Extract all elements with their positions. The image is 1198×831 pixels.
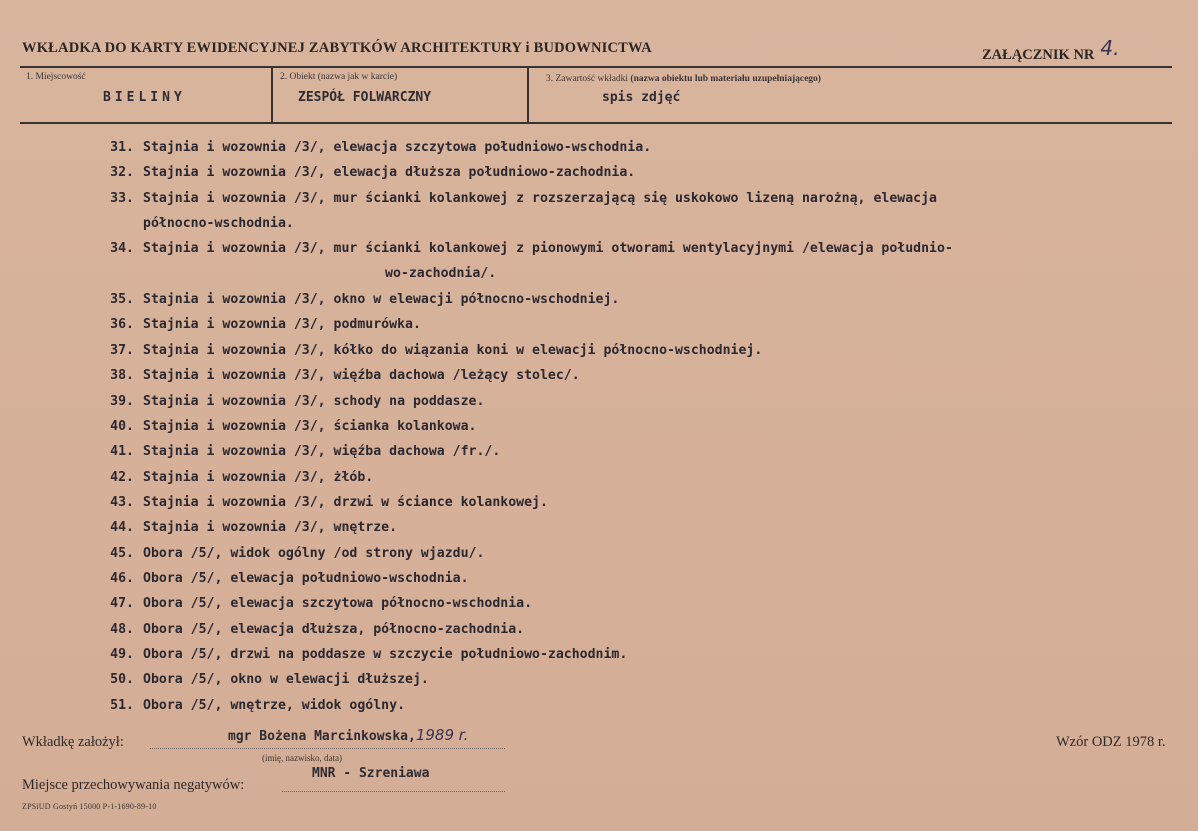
- list-item-text: Obora /5/, widok ogólny /od strony wjazdu/.: [143, 545, 485, 561]
- form-version: Wzór ODZ 1978 r.: [1056, 734, 1166, 750]
- list-item-text: Stajnia i wozownia /3/, podmurówka.: [143, 317, 421, 333]
- list-item-continuation: północno-wschodnia.: [143, 215, 294, 231]
- storage-label: Miejsce przechowywania negatywów:: [22, 777, 245, 793]
- printer-note: ZPSiUD Gostyń 15000 P-1-1690-89-10: [22, 802, 157, 811]
- storage-value: MNR - Szreniawa: [312, 766, 430, 781]
- list-item-number: 46.: [110, 570, 134, 586]
- list-item-number: 36.: [110, 317, 134, 333]
- list-item-text: Obora /5/, elewacja dłuższa, północno-zachodnia.: [143, 621, 525, 637]
- list-item-text: Stajnia i wozownia /3/, okno w elewacji północno-wschodniej.: [143, 292, 620, 308]
- list-item-number: 34.: [110, 241, 134, 257]
- list-item-text: Stajnia i wozownia /3/, elewacja dłuższa południowo-zachodnia.: [143, 165, 636, 181]
- list-item-number: 41.: [110, 444, 134, 460]
- list-item-text: Stajnia i wozownia /3/, żłób.: [143, 469, 374, 485]
- storage-dotted-line: [282, 791, 505, 792]
- list-item-number: 33.: [110, 190, 134, 206]
- list-item-text: Stajnia i wozownia /3/, wnętrze.: [143, 520, 398, 536]
- list-item-continuation: wo-zachodnia/.: [385, 266, 497, 282]
- list-item-text: Obora /5/, okno w elewacji dłuższej.: [143, 672, 429, 688]
- content-value: spis zdjęć: [602, 90, 681, 105]
- list-item-text: Stajnia i wozownia /3/, kółko do wiązania koni w elewacji północno-wschodniej.: [143, 342, 763, 358]
- field-divider-1: [271, 68, 273, 122]
- field-divider-2: [527, 68, 529, 122]
- list-item-number: 38.: [110, 368, 134, 384]
- list-item-text: Obora /5/, wnętrze, widok ogólny.: [143, 697, 406, 713]
- list-item-number: 48.: [110, 621, 134, 637]
- founder-value: mgr Bożena Marcinkowska,: [228, 729, 416, 744]
- list-item-text: Stajnia i wozownia /3/, elewacja szczytowa południowo-wschodnia.: [143, 140, 652, 155]
- object-value: ZESPÓŁ FOLWARCZNY: [298, 90, 432, 105]
- founder-year: 1989 r.: [415, 726, 469, 744]
- list-item-text: Obora /5/, elewacja południowo-wschodnia.: [143, 570, 469, 586]
- list-item-number: 51.: [110, 697, 134, 713]
- list-item-text: Stajnia i wozownia /3/, mur ścianki kolankowej z pionowymi otworami wentylacyjnymi /elewacja południo-: [143, 241, 953, 257]
- form-title: WKŁADKA DO KARTY EWIDENCYJNEJ ZABYTKÓW ARCHITEKTURY i BUDOWNICTWA: [22, 40, 652, 56]
- list-item-number: 44.: [110, 520, 134, 536]
- fields-bottom-rule: [20, 122, 1172, 124]
- content-label-note: (nazwa obiektu lub materiału uzupełniającego): [630, 74, 821, 84]
- founder-label: Wkładkę założył:: [22, 734, 124, 750]
- list-item-text: Obora /5/, elewacja szczytowa północno-wschodnia.: [143, 596, 533, 612]
- founder-value-group: [228, 726, 468, 744]
- content-label-group: [546, 74, 821, 84]
- locality-label: 1. Miejscowość: [26, 72, 86, 82]
- list-item-number: 35.: [110, 292, 134, 308]
- attachment-label-group: [982, 36, 1120, 64]
- list-item-number: 43.: [110, 494, 134, 510]
- list-item-text: Stajnia i wozownia /3/, więźba dachowa /fr./.: [143, 444, 501, 460]
- attachment-label: ZAŁĄCZNIK NR: [982, 47, 1095, 63]
- list-item-text: Stajnia i wozownia /3/, drzwi w ściance kolankowej.: [143, 494, 548, 510]
- object-label: 2. Obiekt (nazwa jak w karcie): [280, 72, 398, 82]
- attachment-number: 4.: [1100, 36, 1120, 60]
- list-item-number: 49.: [110, 647, 134, 662]
- founder-dotted-line: [150, 748, 505, 749]
- list-item-number: 39.: [110, 393, 134, 409]
- list-item-number: 45.: [110, 545, 134, 561]
- locality-value: BIELINY: [103, 90, 186, 105]
- list-item-text: Stajnia i wozownia /3/, schody na poddasze.: [143, 393, 485, 409]
- list-item-number: 37.: [110, 342, 134, 358]
- founder-note: (imię, nazwisko, data): [262, 753, 342, 763]
- list-item-number: 42.: [110, 469, 134, 485]
- list-item-text: Stajnia i wozownia /3/, więźba dachowa /leżący stolec/.: [143, 368, 580, 384]
- list-item-number: 47.: [110, 596, 134, 612]
- list-item-text: Obora /5/, drzwi na poddasze w szczycie południowo-zachodnim.: [143, 647, 628, 662]
- list-item-number: 32.: [110, 165, 134, 181]
- content-label: 3. Zawartość wkładki: [546, 74, 629, 84]
- top-rule: [20, 66, 1172, 68]
- list-item-number: 50.: [110, 672, 134, 688]
- list-item-number: 31.: [110, 140, 134, 155]
- list-item-text: Stajnia i wozownia /3/, ścianka kolankowa.: [143, 418, 477, 434]
- list-item-text: Stajnia i wozownia /3/, mur ścianki kolankowej z rozszerzającą się uskokowo lizeną narożną, elewacja: [143, 190, 937, 206]
- list-item-number: 40.: [110, 418, 134, 434]
